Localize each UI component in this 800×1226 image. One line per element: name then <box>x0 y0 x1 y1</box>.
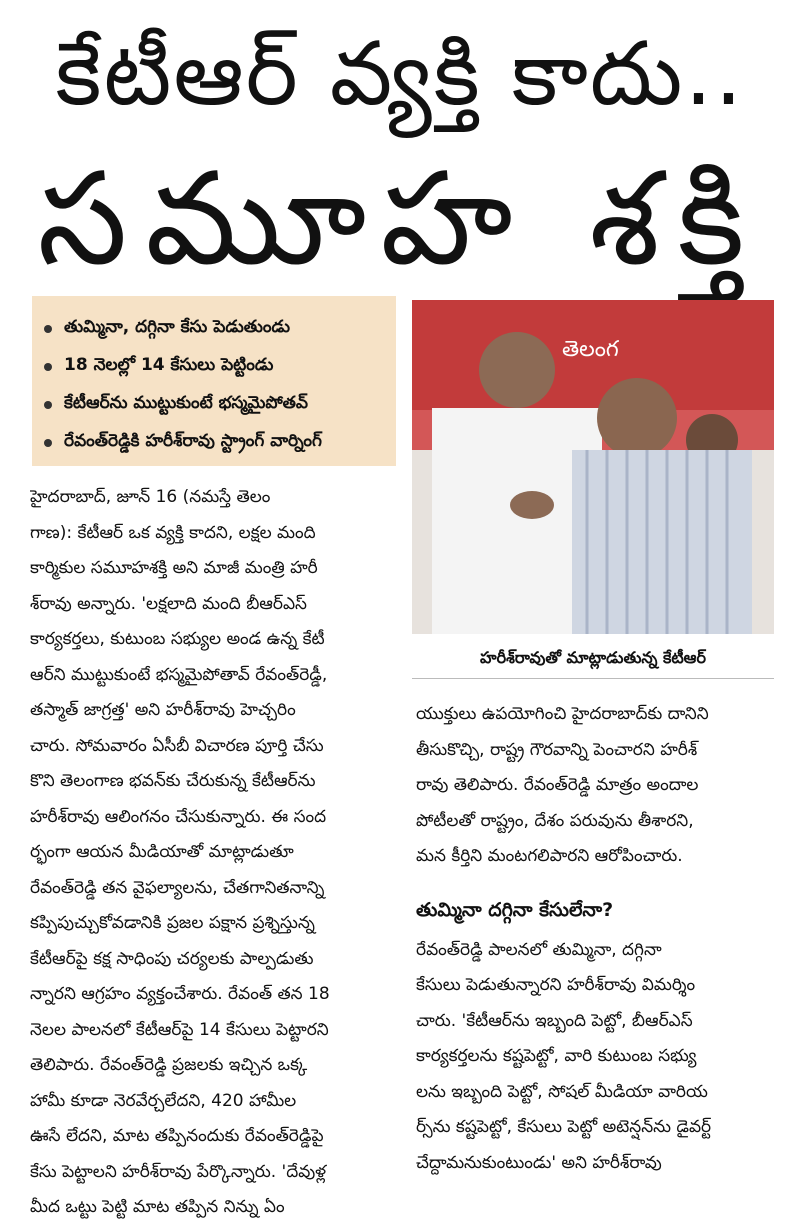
text-line: చేద్దామనుకుంటుండు' అని హరీశ్‌రావు <box>416 1152 662 1173</box>
text-line: తెలిపారు. రేవంత్‌రెడ్డి ప్రజలకు ఇచ్చిన ఒక్క <box>30 1055 308 1075</box>
text-line: కార్యకర్తలను కష్టపెట్టో, వారి కుటుంబ సభ్యు <box>416 1046 697 1066</box>
highlight-text: కేటీఆర్‌ను ముట్టుకుంటే భస్మమైపోతవ్ <box>64 393 308 413</box>
text-line: హరీశ్‌రావు ఆలింగనం చేసుకున్నారు. ఈ సంద <box>30 806 327 827</box>
text-line: కొని తెలంగాణ భవన్‌కు చేరుకున్న కేటీఆర్‌ను <box>30 771 316 791</box>
highlight-text: రేవంత్‌రెడ్డికి హరీశ్‌రావు స్ట్రాంగ్ వార్నింగ్ <box>64 431 322 451</box>
highlight-item <box>44 348 396 386</box>
text-line: కార్యకర్తలు, కుటుంబ సభ్యుల అండ ఉన్న కేటీ <box>30 629 325 649</box>
text-line: తీసుకొచ్చి, రాష్ట్ర గౌరవాన్ని పెంచారని హరీశ్ <box>416 739 698 760</box>
text-line: ఆర్‌ని ముట్టుకుంటే భస్మమైపోతావ్ రేవంత్‌రెడ్డీ, <box>30 664 328 685</box>
text-line: హామీ కూడా నెరవేర్చలేదని, 420 హామీల <box>30 1090 297 1111</box>
section-subhead: తుమ్మినా దగ్గినా కేసులేనా? <box>416 898 614 921</box>
highlights-box <box>32 296 396 466</box>
text-line: చారు. సోమవారం ఏసీబీ విచారణ పూర్తి చేసు <box>30 735 324 756</box>
text-line: శ్‌రావు అన్నారు. 'లక్షలాది మంది బీఆర్‌ఎస్ <box>30 593 307 614</box>
text-line: నెలల పాలనలో కేటీఆర్‌పై 14 కేసులు పెట్టారని <box>30 1019 329 1040</box>
article-paragraph <box>30 480 398 1226</box>
headline-line-2: సమూహ శక్తి <box>37 145 763 294</box>
text-line: ఊసే లేదని, మాట తప్పినందుకు రేవంత్‌రెడ్డిపై <box>30 1126 324 1146</box>
highlight-item <box>44 424 396 462</box>
article-paragraph <box>416 933 778 1182</box>
text-line: మీద ఒట్టు పెట్టి మాట తప్పిన నిన్ను ఏం <box>30 1197 285 1217</box>
article-right-column <box>416 697 778 1181</box>
text-line: గాణ): కేటీఆర్ ఒక వ్యక్తి కాదని, లక్షల మంది <box>30 522 316 543</box>
highlight-item <box>44 386 396 424</box>
photo-caption: హరీశ్‌రావుతో మాట్లాడుతున్న కేటీఆర్ <box>412 638 774 679</box>
banner-text: తెలంగ <box>562 337 619 362</box>
article-left-column <box>30 480 398 1226</box>
bullet-dot-icon <box>44 325 52 333</box>
text-line: న్నారని ఆగ్రహం వ్యక్తంచేశారు. రేవంత్ తన 18 <box>30 984 330 1004</box>
text-line: కేసు పెట్టాలని హరీశ్‌రావు పేర్కొన్నారు. 'దేవుళ్ల <box>30 1161 327 1182</box>
article-paragraph <box>416 697 778 875</box>
bullet-dot-icon <box>44 439 52 447</box>
text-line: పోటీలతో రాష్ట్రం, దేశం పరువును తీశారని, <box>416 810 694 831</box>
text-line: రావు తెలిపారు. రేవంత్‌రెడ్డి మాత్రం అందాల <box>416 775 699 795</box>
highlight-item <box>44 310 396 348</box>
bullet-dot-icon <box>44 401 52 409</box>
text-line: యుక్తులు ఉపయోగించి హైదరాబాద్‌కు దానిని <box>416 704 709 724</box>
text-line: హైదరాబాద్, జూన్ 16 (నమస్తే తెలం <box>30 487 271 507</box>
text-line: చారు. 'కేటీఆర్‌ను ఇబ్బంది పెట్టో, బీఆర్‌ఎస్ <box>416 1010 693 1031</box>
text-line: తస్మాత్ జాగ్రత్త' అని హరీశ్‌రావు హెచ్చరిం <box>30 700 296 720</box>
bullet-dot-icon <box>44 363 52 371</box>
text-line: లను ఇబ్బంది పెట్టో, సోషల్ మీడియా వారియ <box>416 1081 708 1102</box>
photo-illustration <box>412 300 774 634</box>
text-line: కేటీఆర్‌పై కక్ష సాధింపు చర్యలకు పాల్పడుతు <box>30 948 314 969</box>
text-line: రేవంత్‌రెడ్డి పాలనలో తుమ్మినా, దగ్గినా <box>416 939 662 960</box>
text-line: ర్స్‌ను కష్టపెట్టో, కేసులు పెట్టో అటెన్షన్‌ను డైవర్ట్ <box>416 1117 712 1137</box>
text-line: కప్పిపుచ్చుకోవడానికి ప్రజల పక్షాన ప్రశ్నిస్తున్న <box>30 913 315 933</box>
headline-line-1: కేటీఆర్ వ్యక్తి కాదు.. <box>55 22 745 125</box>
highlight-text: తుమ్మినా, దగ్గినా కేసు పెడుతుండు <box>64 317 290 337</box>
text-line: కార్మికుల సమూహశక్తి అని మాజీ మంత్రి హరీ <box>30 558 318 578</box>
news-photo <box>412 300 774 634</box>
highlight-text: 18 నెలల్లో 14 కేసులు పెట్టిండు <box>64 355 274 375</box>
text-line: రేవంత్‌రెడ్డి తన వైఫల్యాలను, చేతగానితనాన్ని <box>30 877 325 898</box>
text-line: మన కీర్తిని మంటగలిపారని ఆరోపించారు. <box>416 846 683 866</box>
text-line: ర్భంగా ఆయన మీడియాతో మాట్లాడుతూ <box>30 842 294 862</box>
text-line: కేసులు పెడుతున్నారని హరీశ్‌రావు విమర్శిం <box>416 975 696 995</box>
